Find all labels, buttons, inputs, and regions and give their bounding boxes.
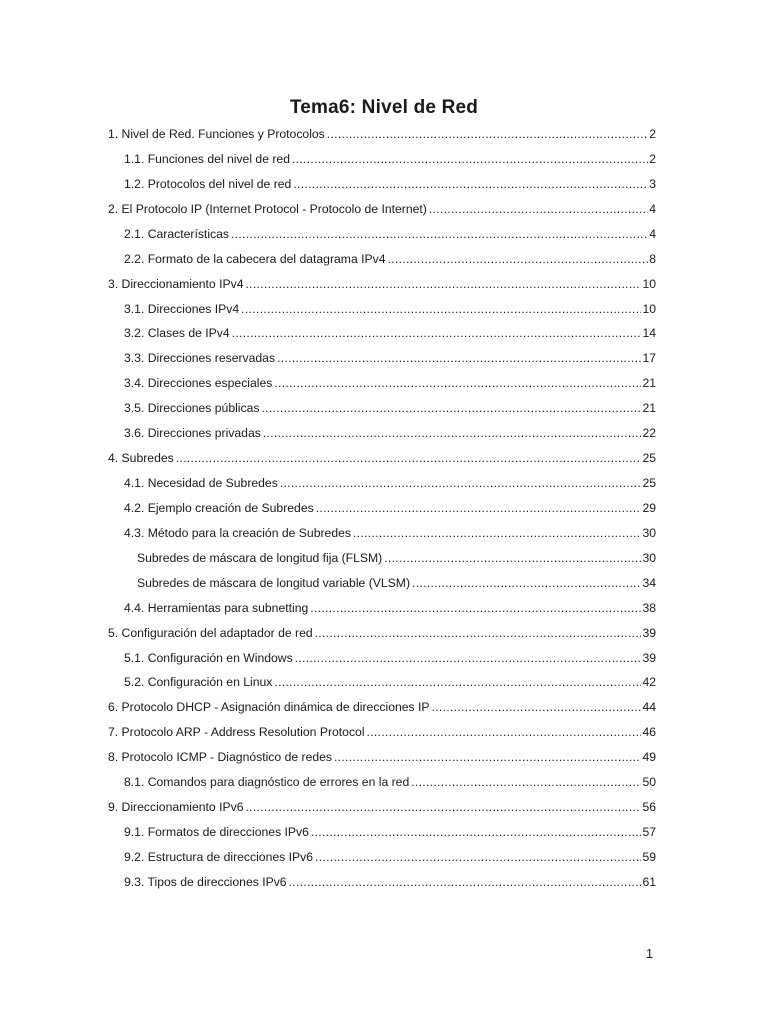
toc-entry-label: 9. Direccionamiento IPv6 bbox=[108, 800, 244, 815]
toc-entry[interactable] bbox=[137, 549, 656, 567]
dot-leader bbox=[231, 225, 648, 243]
toc-entry-label: Subredes de máscara de longitud fija (FLSM) bbox=[137, 550, 383, 565]
toc-entry-label: 3.2. Clases de IPv4 bbox=[124, 326, 230, 341]
toc-entry-page: 10 bbox=[642, 276, 656, 291]
toc-entry-page: 61 bbox=[642, 874, 656, 889]
toc-entry-page: 21 bbox=[642, 376, 656, 391]
dot-leader bbox=[310, 599, 641, 617]
toc-entry-label: 1.2. Protocolos del nivel de red bbox=[124, 176, 292, 191]
dot-leader bbox=[429, 200, 648, 218]
toc-entry[interactable] bbox=[108, 449, 656, 467]
toc-entry-page: 2 bbox=[649, 151, 656, 166]
toc-entry-label: 2. El Protocolo IP (Internet Protocol - Protocolo de Internet) bbox=[108, 201, 427, 216]
toc-entry-label: 2.1. Características bbox=[124, 226, 229, 241]
toc-entry[interactable] bbox=[124, 324, 656, 342]
toc-entry-page: 8 bbox=[649, 251, 656, 266]
toc-entry-label: 7. Protocolo ARP - Address Resolution Protocol bbox=[108, 725, 365, 740]
page-number: 1 bbox=[646, 947, 653, 961]
toc-entry-page: 30 bbox=[642, 550, 656, 565]
dot-leader bbox=[411, 773, 641, 791]
toc-entry[interactable] bbox=[124, 300, 656, 318]
dot-leader bbox=[327, 125, 648, 143]
dot-leader bbox=[367, 723, 642, 741]
toc-entry-label: 3.3. Direcciones reservadas bbox=[124, 351, 276, 366]
toc-entry[interactable] bbox=[124, 524, 656, 542]
toc-entry-label: Subredes de máscara de longitud variable (VLSM) bbox=[137, 575, 411, 590]
toc-entry-page: 2 bbox=[649, 127, 656, 141]
toc-entry-label: 5. Configuración del adaptador de red bbox=[108, 625, 313, 640]
toc-entry[interactable] bbox=[124, 499, 656, 517]
dot-leader bbox=[176, 449, 642, 467]
toc-entry-label: 4.1. Necesidad de Subredes bbox=[124, 476, 278, 491]
toc-entry-label: 3.4. Direcciones especiales bbox=[124, 376, 273, 391]
dot-leader bbox=[353, 524, 641, 542]
dot-leader bbox=[263, 424, 642, 442]
toc-entry-page: 4 bbox=[649, 201, 656, 216]
toc-entry[interactable] bbox=[124, 399, 656, 417]
dot-leader bbox=[245, 798, 641, 816]
toc-entry[interactable] bbox=[108, 723, 656, 741]
dot-leader bbox=[292, 150, 648, 168]
toc-entry[interactable] bbox=[124, 474, 656, 492]
toc-entry-label: 9.3. Tipos de direcciones IPv6 bbox=[124, 874, 287, 889]
dot-leader bbox=[274, 374, 641, 392]
dot-leader bbox=[232, 324, 642, 342]
dot-leader bbox=[295, 649, 642, 667]
toc-entry-page: 22 bbox=[642, 426, 656, 441]
toc-entry-page: 4 bbox=[649, 226, 656, 241]
dot-leader bbox=[316, 499, 642, 517]
toc-entry[interactable] bbox=[108, 125, 656, 143]
toc-entry-label: 6. Protocolo DHCP - Asignación dinámica de direcciones IP bbox=[108, 700, 430, 715]
toc-entry-label: 5.1. Configuración en Windows bbox=[124, 650, 293, 665]
toc-entry[interactable] bbox=[124, 773, 656, 791]
dot-leader bbox=[241, 300, 641, 318]
toc-entry[interactable] bbox=[124, 250, 656, 268]
toc-entry-page: 39 bbox=[642, 650, 656, 665]
toc-entry[interactable] bbox=[124, 150, 656, 168]
toc-entry-page: 39 bbox=[642, 625, 656, 640]
toc-entry-label: 4.3. Método para la creación de Subredes bbox=[124, 525, 351, 540]
dot-leader bbox=[289, 873, 642, 891]
toc-entry-label: 5.2. Configuración en Linux bbox=[124, 675, 273, 690]
dot-leader bbox=[412, 574, 641, 592]
document-title: Tema6: Nivel de Red bbox=[289, 96, 479, 118]
toc-entry-label: 1.1. Funciones del nivel de red bbox=[124, 151, 290, 166]
toc-entry-page: 57 bbox=[642, 825, 656, 840]
dot-leader bbox=[315, 848, 641, 866]
toc-entry-page: 56 bbox=[642, 800, 656, 815]
toc-entry-page: 38 bbox=[642, 600, 656, 615]
toc-entry-label: 2.2. Formato de la cabecera del datagrama IPv4 bbox=[124, 251, 386, 266]
toc-entry-page: 25 bbox=[642, 476, 656, 491]
toc-entry-label: 3.5. Direcciones públicas bbox=[124, 401, 260, 416]
dot-leader bbox=[311, 823, 642, 841]
toc-entry-label: 9.2. Estructura de direcciones IPv6 bbox=[124, 849, 314, 864]
toc-entry-label: 8. Protocolo ICMP - Diagnóstico de redes bbox=[108, 750, 332, 765]
dot-leader bbox=[293, 175, 648, 193]
toc-entry-page: 21 bbox=[642, 401, 656, 416]
dot-leader bbox=[277, 349, 641, 367]
toc-entry[interactable] bbox=[124, 349, 656, 367]
toc-entry-page: 25 bbox=[642, 451, 656, 466]
toc-entry[interactable] bbox=[108, 798, 656, 816]
toc-entry[interactable] bbox=[124, 599, 656, 617]
toc-entry[interactable] bbox=[124, 823, 656, 841]
toc-entry-label: 4.4. Herramientas para subnetting bbox=[124, 600, 309, 615]
toc-entry-page: 49 bbox=[642, 750, 656, 765]
toc-entry-label: 3. Direccionamiento IPv4 bbox=[108, 276, 244, 291]
toc-entry[interactable] bbox=[124, 374, 656, 392]
dot-leader bbox=[334, 748, 641, 766]
toc-entry-label: 9.1. Formatos de direcciones IPv6 bbox=[124, 825, 309, 840]
toc-entry-page: 42 bbox=[642, 675, 656, 690]
toc-entry[interactable] bbox=[137, 574, 656, 592]
toc-entry-page: 30 bbox=[642, 525, 656, 540]
toc-entry[interactable] bbox=[124, 873, 656, 891]
toc-entry-page: 50 bbox=[642, 775, 656, 790]
toc-entry-page: 14 bbox=[642, 326, 656, 341]
toc-entry[interactable] bbox=[124, 175, 656, 193]
toc-entry[interactable] bbox=[108, 698, 656, 716]
toc-entry[interactable] bbox=[124, 673, 656, 691]
toc-entry[interactable] bbox=[108, 275, 656, 293]
toc-entry-label: 4.2. Ejemplo creación de Subredes bbox=[124, 500, 314, 515]
toc-entry-page: 34 bbox=[642, 575, 656, 590]
toc-entry[interactable] bbox=[108, 200, 656, 218]
dot-leader bbox=[274, 673, 641, 691]
toc-entry-page: 59 bbox=[642, 849, 656, 864]
toc-entry[interactable] bbox=[124, 649, 656, 667]
toc-entry-label: 3.1. Direcciones IPv4 bbox=[124, 301, 240, 316]
toc-entry-label: 8.1. Comandos para diagnóstico de errores en la red bbox=[124, 775, 410, 790]
toc-entry[interactable] bbox=[108, 748, 656, 766]
dot-leader bbox=[388, 250, 649, 268]
dot-leader bbox=[245, 275, 641, 293]
toc-entry-page: 46 bbox=[642, 725, 656, 740]
toc-entry-label: 3.6. Direcciones privadas bbox=[124, 426, 261, 441]
toc-entry[interactable] bbox=[108, 624, 656, 642]
dot-leader bbox=[315, 624, 642, 642]
toc-entry-page: 44 bbox=[642, 700, 656, 715]
toc-entry[interactable] bbox=[124, 848, 656, 866]
toc-entry[interactable] bbox=[124, 225, 656, 243]
toc-entry-page: 10 bbox=[642, 301, 656, 316]
toc-entry-page: 3 bbox=[649, 176, 656, 191]
dot-leader bbox=[384, 549, 641, 567]
toc-entry-page: 17 bbox=[642, 351, 656, 366]
toc-entry-label: 1. Nivel de Red. Funciones y Protocolos bbox=[108, 127, 325, 141]
toc-entry-label: 4. Subredes bbox=[108, 451, 174, 466]
toc-entry-page: 29 bbox=[642, 500, 656, 515]
dot-leader bbox=[432, 698, 642, 716]
dot-leader bbox=[262, 399, 642, 417]
toc-entry[interactable] bbox=[124, 424, 656, 442]
dot-leader bbox=[280, 474, 642, 492]
